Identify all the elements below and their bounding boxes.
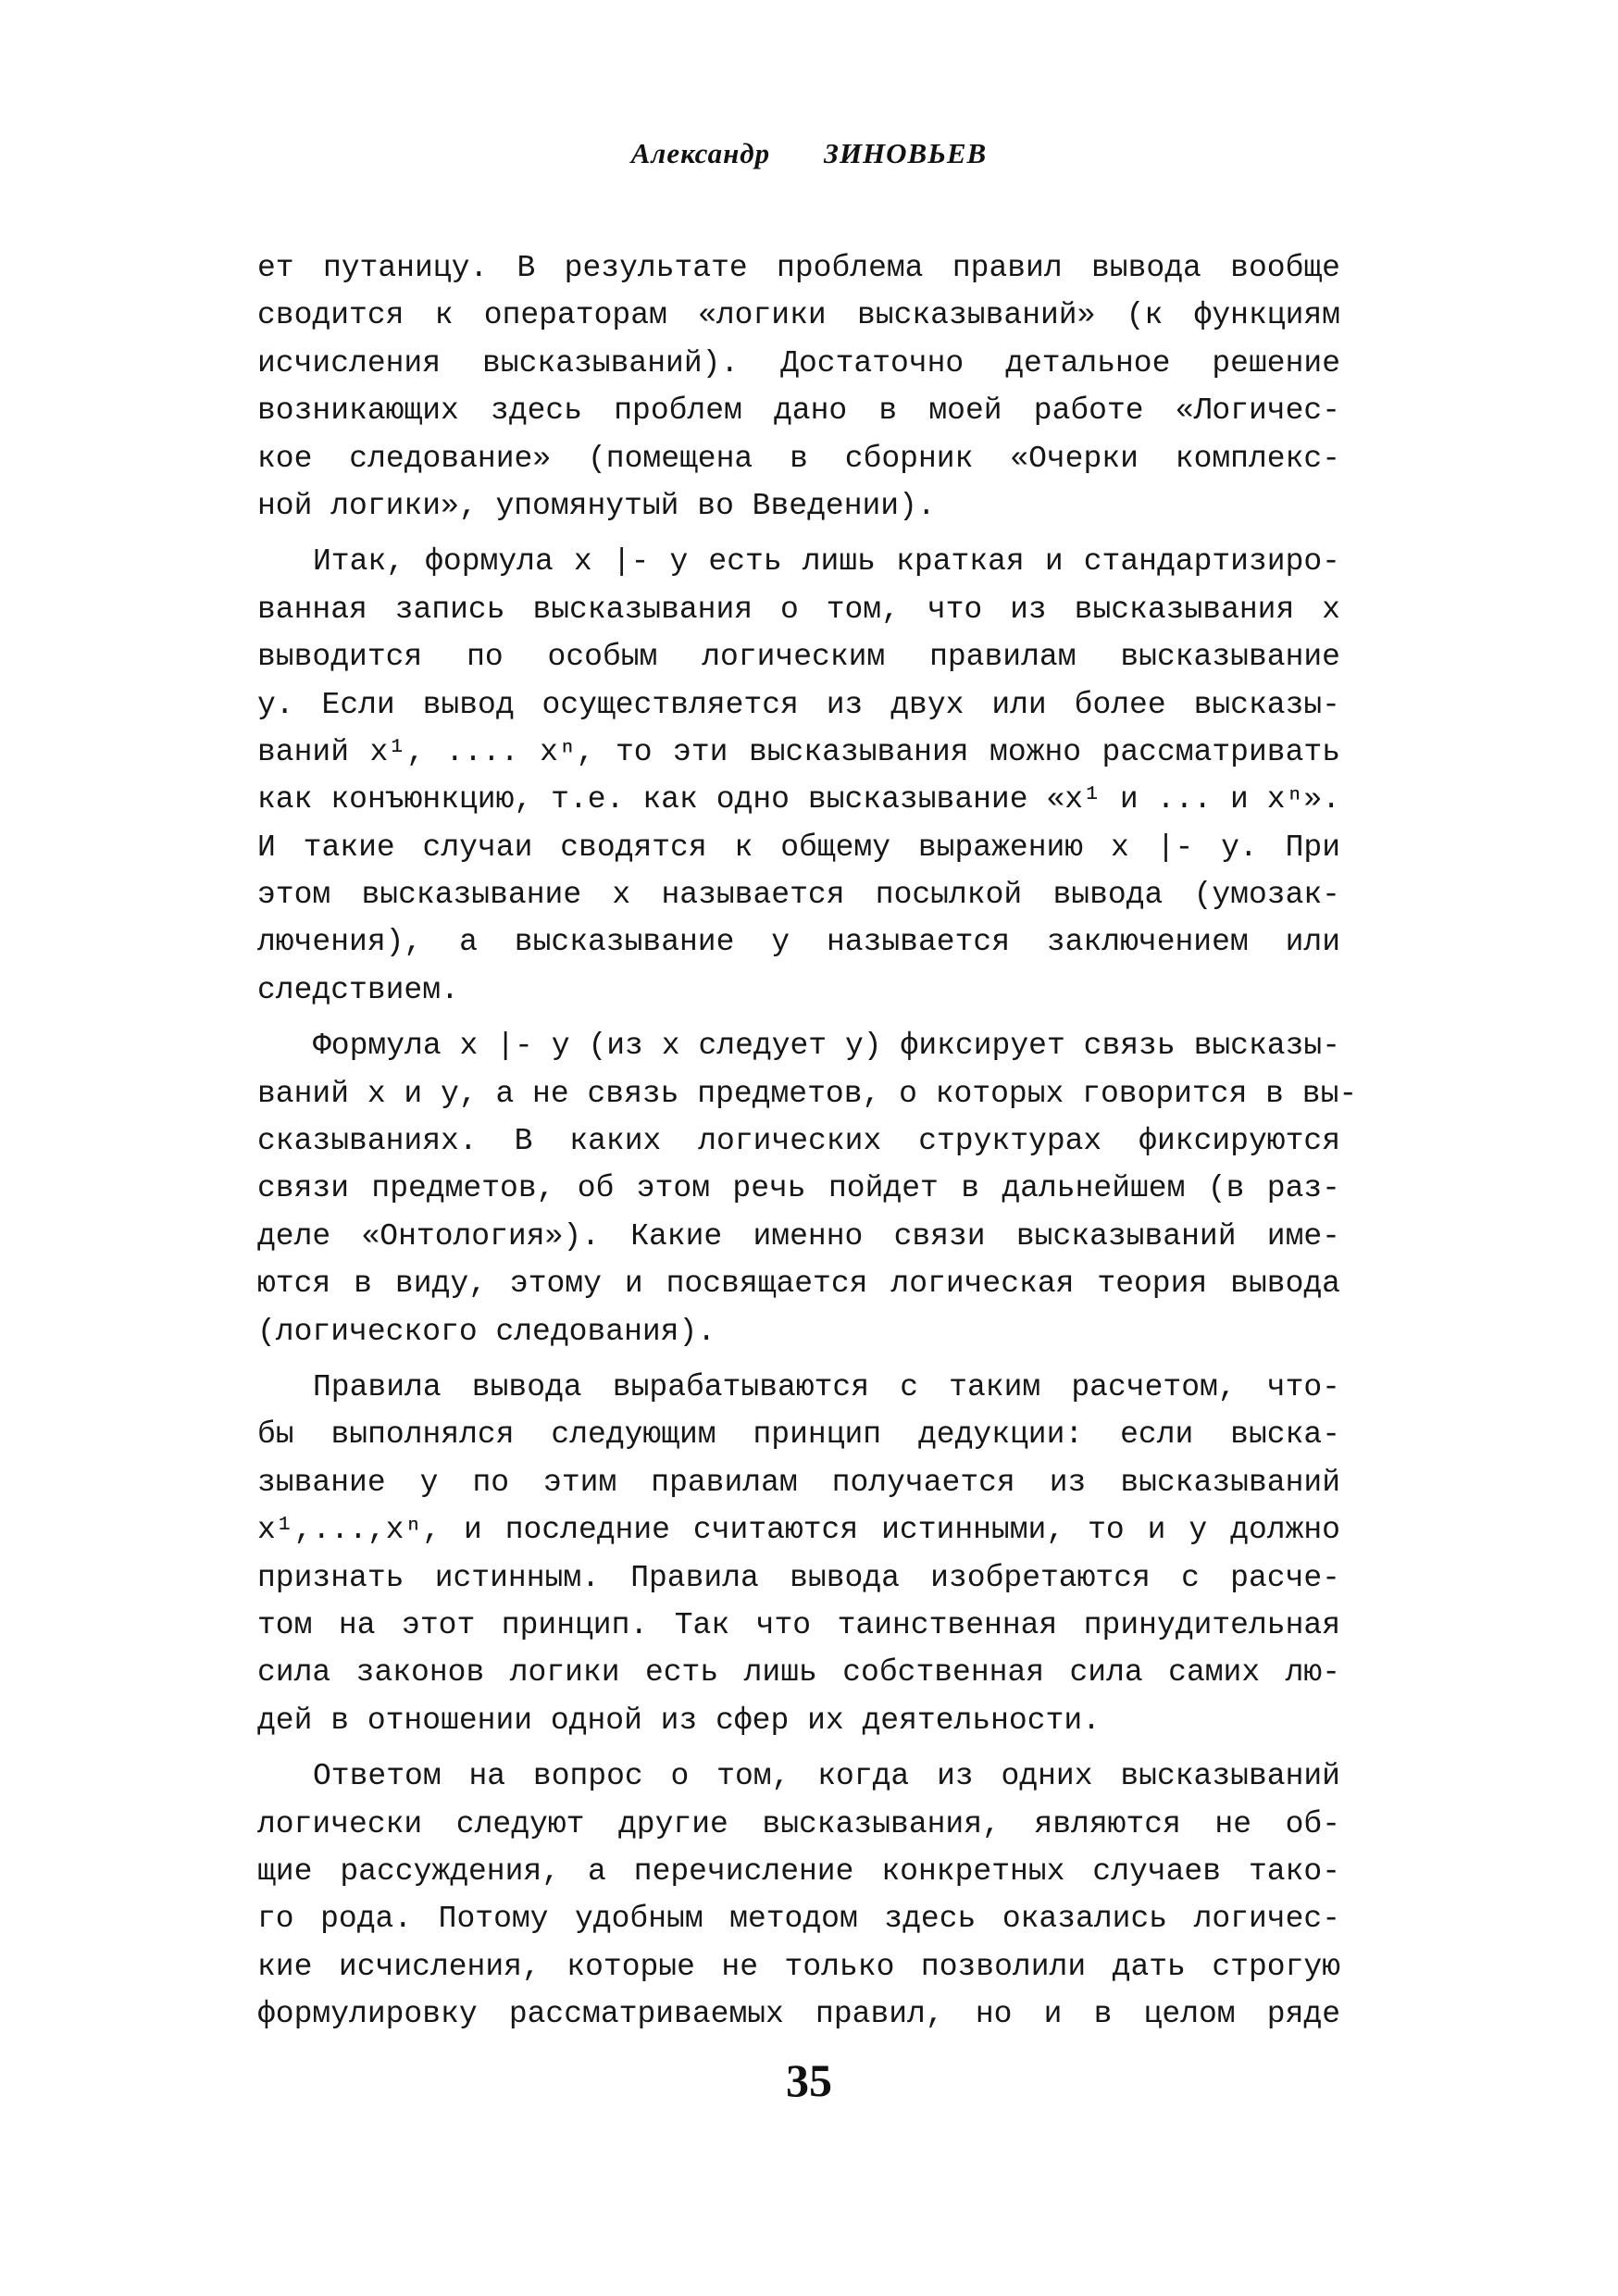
text-line: кие исчисления, которые не только позволили дать строгую [257,1949,1340,1984]
paragraph [257,244,1340,530]
text-line: как конъюнкцию, т.е. как одно высказывание «x¹ и ... и xⁿ». [257,782,1340,817]
text-line: (логического следования). [257,1314,716,1349]
text-line: кое следование» (помещена в сборник «Очерки комплекс- [257,441,1340,476]
text-line: связи предметов, об этом речь пойдет в дальнейшем (в раз- [257,1171,1340,1206]
text-line: ной логики», упомянутый во Введении). [257,488,936,523]
paragraph [257,538,1340,1014]
paragraph-gap [257,1744,1340,1753]
running-header [0,137,1618,170]
text-line: бы выполнялся следующим принцип дедукции: если выска- [257,1417,1340,1453]
paragraph-gap [257,1355,1340,1364]
text-line: признать истинным. Правила вывода изобретаются с расче- [257,1560,1340,1595]
text-line: зывание y по этим правилам получается из высказываний [257,1465,1340,1500]
text-line: лючения), а высказывание y называется заключением или [257,925,1340,960]
paragraph [257,1022,1358,1355]
text-line: Правила вывода вырабатываются с таким расчетом, что- [313,1369,1340,1404]
text-line: y. Если вывод осуществляется из двух или более высказы- [257,687,1340,722]
text-line: логически следуют другие высказывания, являются не об- [257,1806,1340,1841]
text-line: Ответом на вопрос о том, когда из одних высказываний [313,1759,1340,1794]
paragraph-gap [257,530,1340,538]
text-line: ются в виду, этому и посвящается логическая теория вывода [257,1267,1340,1302]
text-line: го рода. Потому удобным методом здесь оказались логичес- [257,1902,1340,1937]
text-line: сила законов логики есть лишь собственная сила самих лю- [257,1655,1340,1691]
author-first-name: Александр [630,137,771,169]
text-line: том на этот принцип. Так что таинственная принудительная [257,1607,1340,1642]
text-line: сводится к операторам «логики высказываний» (к функциям [257,298,1340,333]
text-line: возникающих здесь проблем дано в моей работе «Логичес- [257,393,1340,429]
text-line: щие рассуждения, а перечисление конкретных случаев тако- [257,1853,1340,1889]
text-line: Итак, формула x |- y есть лишь краткая и стандартизиро- [313,544,1340,580]
text-line: ванная запись высказывания о том, что из высказывания x [257,592,1340,627]
text-line: x¹,...,xⁿ, и последние считаются истинными, то и y должно [257,1513,1340,1548]
paragraph [257,1753,1340,2038]
author-last-name: ЗИНОВЬЕВ [824,137,988,169]
text-line: этом высказывание x называется посылкой вывода (умозак- [257,878,1340,913]
text-line: сказываниях. В каких логических структурах фиксируются [257,1124,1340,1159]
text-line: исчисления высказываний). Достаточно детальное решение [257,345,1340,381]
paragraph-gap [257,1014,1340,1022]
text-line: выводится по особым логическим правилам высказывание [257,640,1340,675]
text-line: следствием. [257,972,459,1007]
body-text [257,244,1358,2038]
text-line: формулировку рассматриваемых правил, но и в целом ряде [257,1997,1340,2032]
paragraph [257,1364,1340,1744]
text-line: Формула x |- y (из x следует y) фиксирует связь высказы- [313,1029,1340,1064]
page-number: 35 [786,2054,832,2106]
text-line: ваний x¹, .... xⁿ, то эти высказывания можно рассматривать [257,734,1340,769]
text-line: ет путаницу. В результате проблема правил вывода вообще [257,251,1340,285]
text-line: деле «Онтология»). Какие именно связи высказываний име- [257,1218,1340,1254]
text-line: И такие случаи сводятся к общему выражению x |- y. При [257,830,1340,865]
text-line: ваний x и y, а не связь предметов, о которых говорится в вы- [257,1076,1358,1111]
text-line: дей в отношении одной из сфер их деятельности. [257,1703,1101,1738]
